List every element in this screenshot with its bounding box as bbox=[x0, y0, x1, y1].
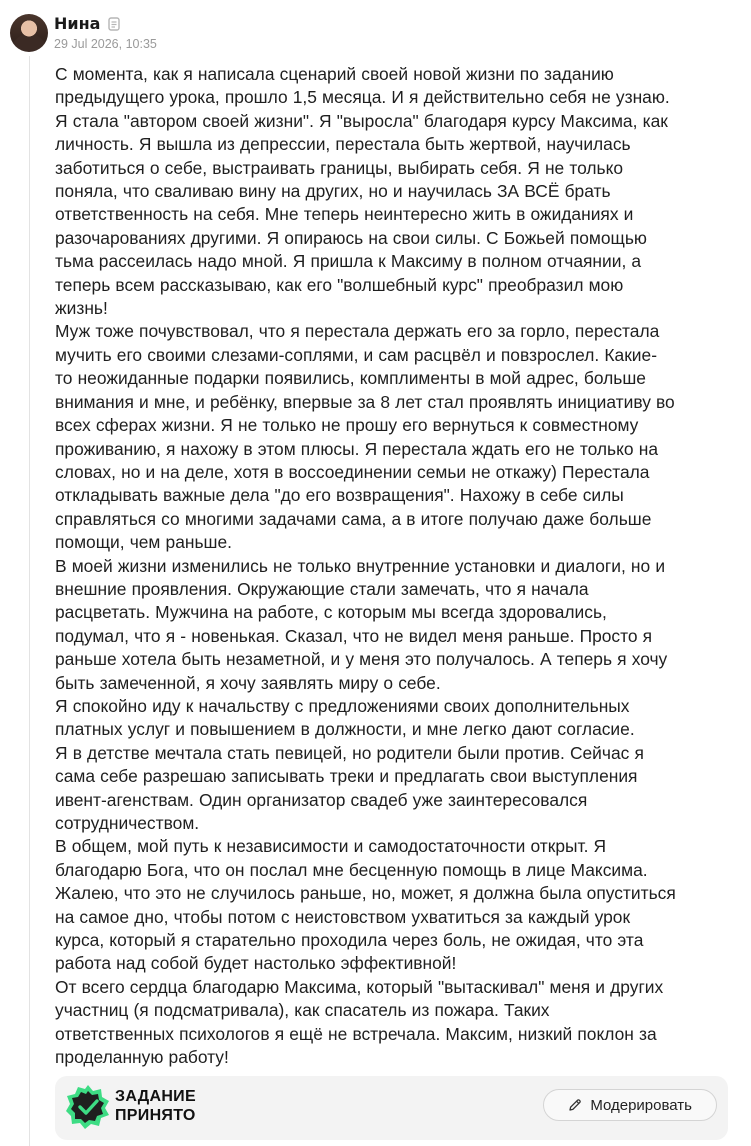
badge-line-2: ПРИНЯТО bbox=[115, 1107, 196, 1124]
moderate-button[interactable] bbox=[543, 1089, 717, 1121]
post-header bbox=[10, 12, 730, 54]
thread-line bbox=[29, 56, 30, 1146]
post-footer bbox=[55, 1076, 728, 1140]
pencil-icon bbox=[568, 1098, 582, 1112]
badge-label bbox=[115, 1087, 196, 1125]
moderate-label: Модерировать bbox=[590, 1096, 692, 1114]
author-row bbox=[54, 14, 120, 33]
document-icon bbox=[108, 17, 120, 31]
post-timestamp: 29 Jul 2026, 10:35 bbox=[54, 37, 157, 51]
badge-line-1: ЗАДАНИЕ bbox=[115, 1088, 196, 1105]
check-badge-icon bbox=[65, 1083, 111, 1129]
user-avatar[interactable] bbox=[10, 14, 48, 52]
post-body: С момента, как я написала сценарий своей новой жизни по заданию предыдущего урока, прошло 1,5 месяца. И я действительно себя не узнаю. Я стала "автором своей жизни". Я "выросла" благодаря курсу Максима, как личность. Я вышла из депрессии, перестала быть жертвой, научилась заботиться о себе, выстраивать границы, выбирать себя. Я не только поняла, что сваливаю вину на других, но и научилась ЗА ВСЁ брать ответственность на себя. Мне теперь неинтересно жить в ожиданиях и разочарованиях другими. Я опираюсь на свои силы. С Божьей помощью тьма рассеилась надо мной. Я пришла к Максиму в полном отчаянии, а теперь всем рассказываю, как его "волшебный курс" преобразил мою жизнь! Муж тоже почувствовал, что я перестала держать его за горло, перестала мучить его своими слезами-соплями, и сам расцвёл и повзрослел. Какие- то неожиданные подарки появились, комплименты в мой адрес, больше внимания и мне, и ребёнку, впервые за 8 лет стал проявлять инициативу во всех сферах жизни. Я не только не прошу его вернуться к совместному проживанию, я нахожу в этом плюсы. Я перестала ждать его не только на словах, но и на деле, хотя в воссоединении семьи не откажу) Перестала откладывать важные дела "до его возвращения". Нахожу в себе силы справляться со многими задачами сама, а в итоге получаю даже больше помощи, чем раньше. В моей жизни изменились не только внутренние установки и диалоги, но и внешние проявления. Окружающие стали замечать, что я начала расцветать. Мужчина на работе, с которым мы всегда здоровались, подумал, что я - новенькая. Сказал, что не видел меня раньше. Просто я раньше хотела быть незаметной, и у меня это получалось. А теперь я хочу быть замеченной, я хочу заявлять миру о себе. Я спокойно иду к начальству с предложениями своих дополнительных платных услуг и повышением в должности, и мне легко дают согласие. Я в детстве мечтала стать певицей, но родители были против. Сейчас я сама себе разрешаю записывать треки и предлагать свои выступления ивент-агенствам. Один организатор свадеб уже заинтересовался сотрудничеством. В общем, мой путь к независимости и самодостаточности открыт. Я благодарю Бога, что он послал мне бесценную помощь в лице Максима. Жалею, что это не случилось раньше, но, может, я должна была опуститься на самое дно, чтобы потом с неистовством ухватиться за каждый урок курса, который я старательно проходила через боль, не ожидая, что эта работа над собой будет настолько эффективной! От всего сердца благодарю Максима, который "вытаскивал" меня и других участниц (я подсматривала), как спасатель из пожара. Таких ответственных психологов я ещё не встречала. Максим, низкий поклон за проделанную работу! bbox=[55, 64, 676, 1068]
author-name[interactable]: Нина bbox=[54, 14, 101, 33]
task-accepted-badge bbox=[65, 1083, 196, 1129]
